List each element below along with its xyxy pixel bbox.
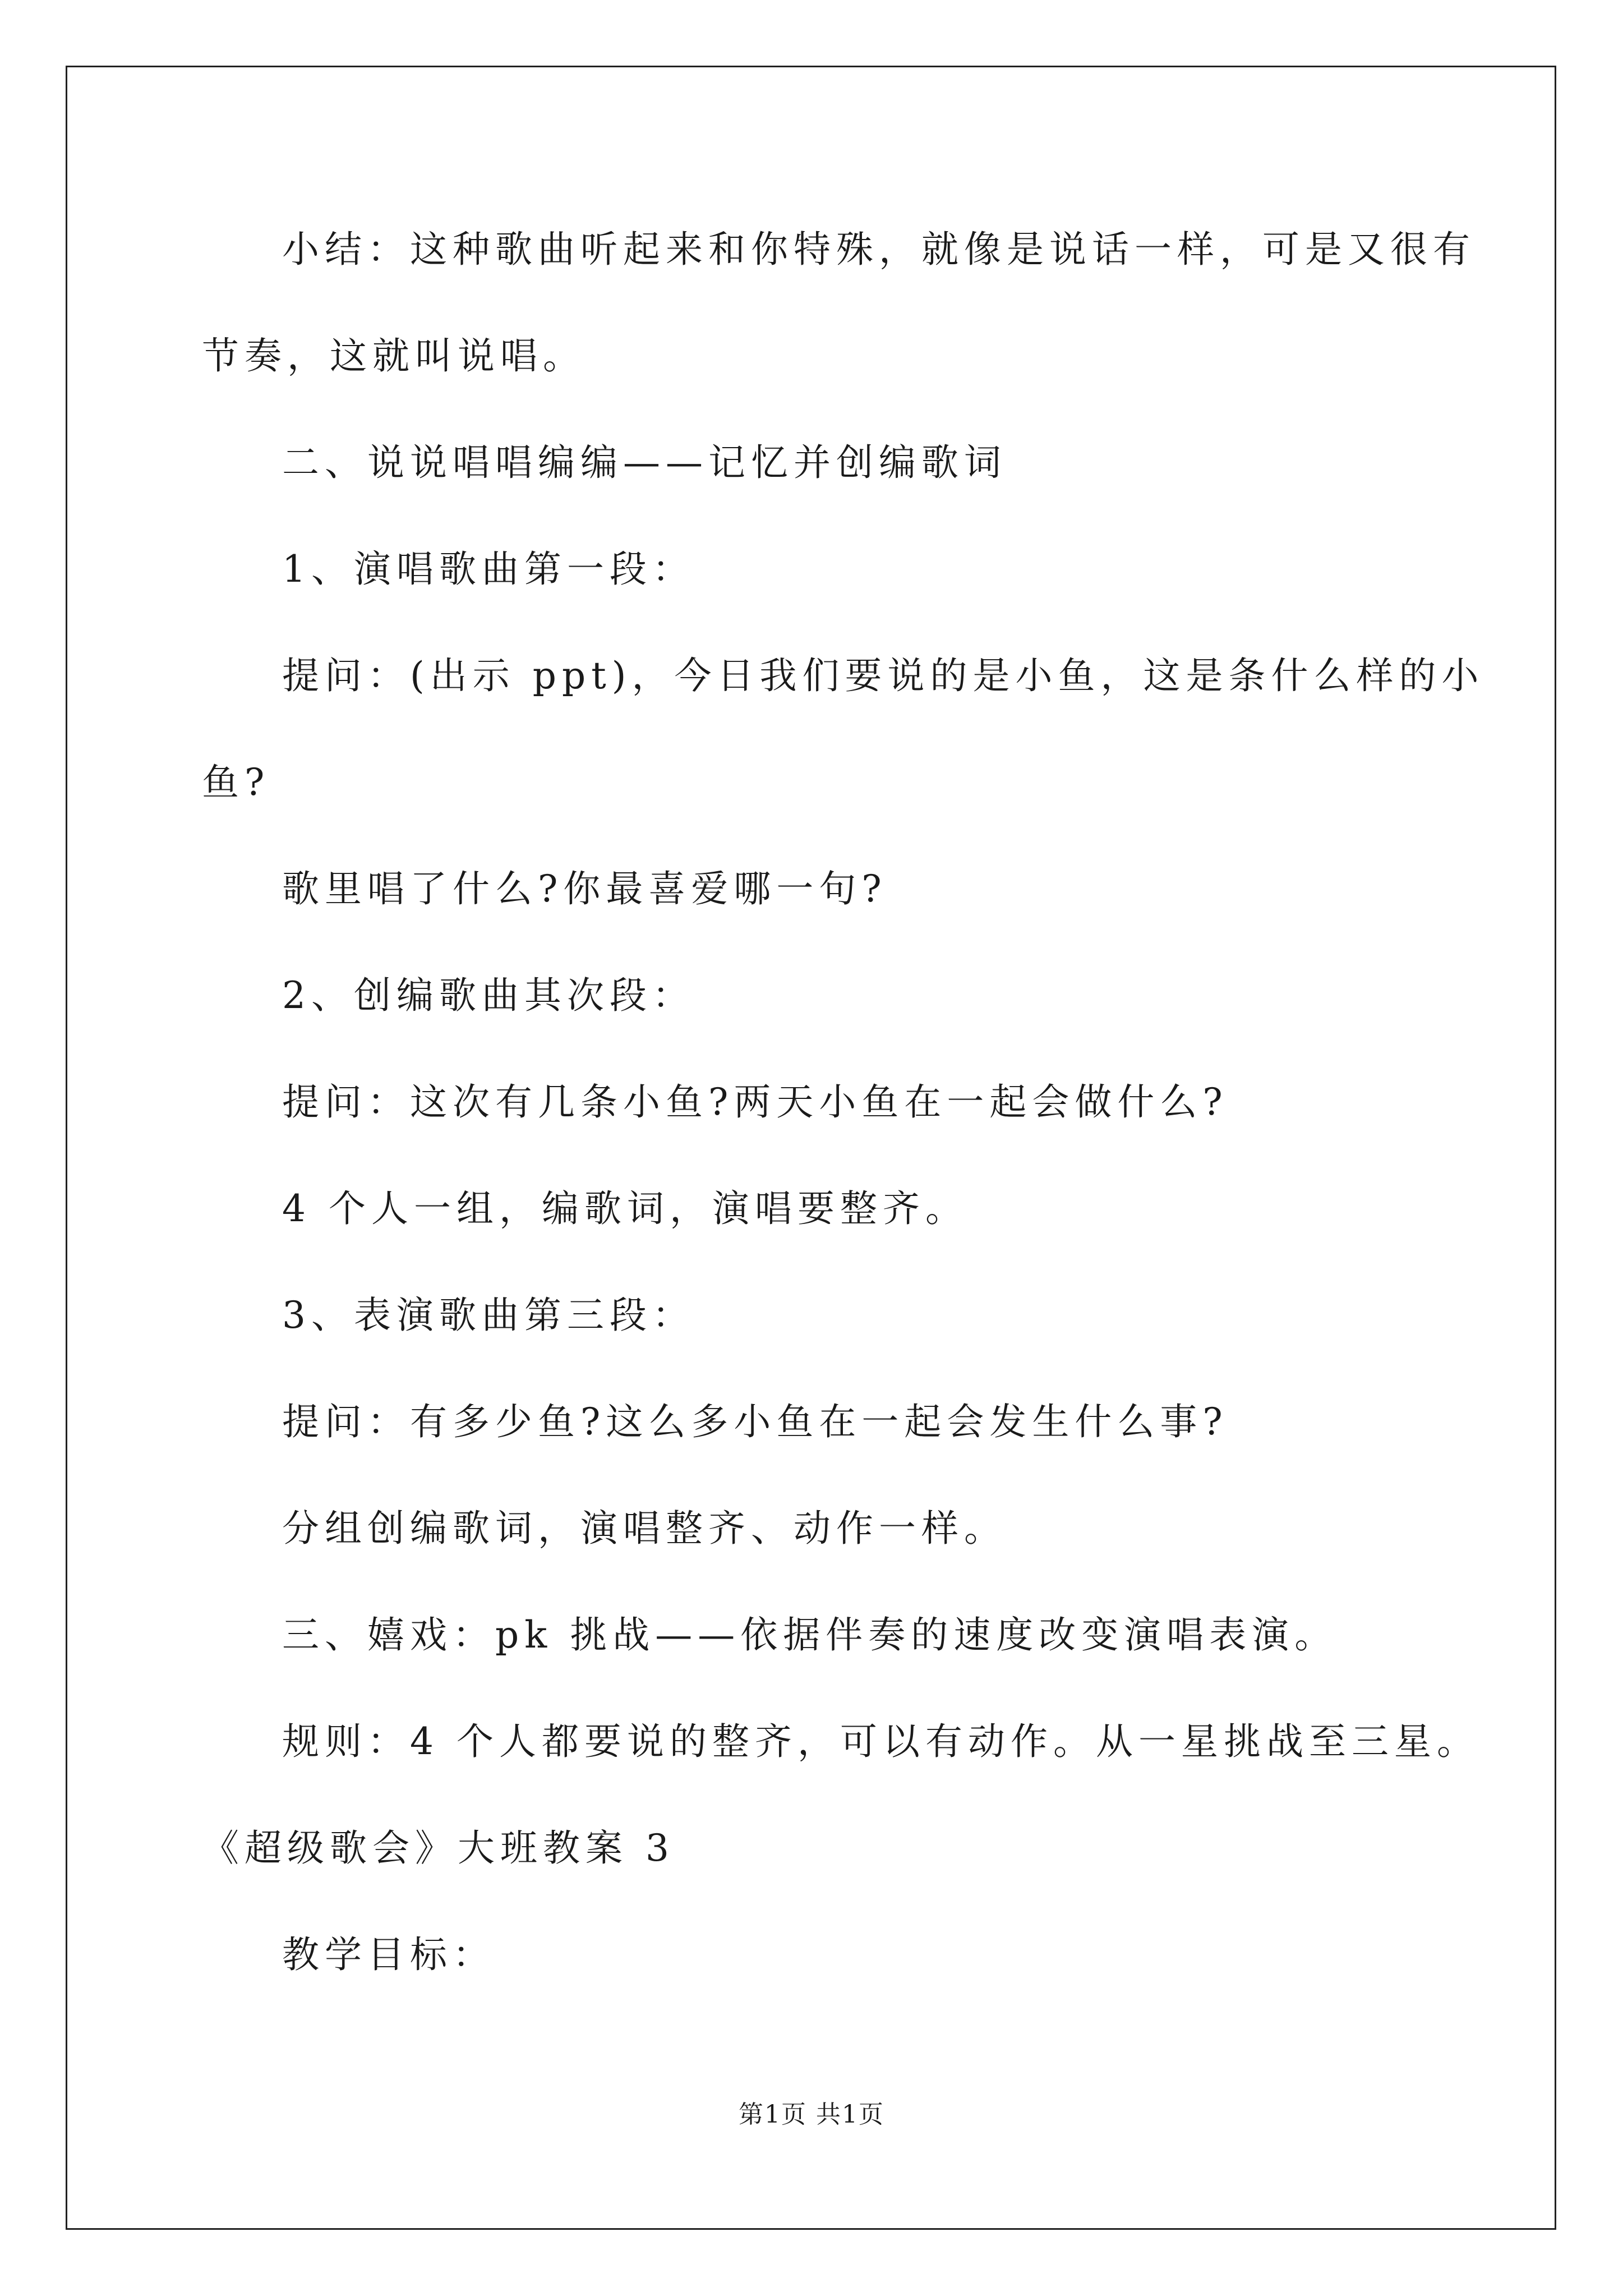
paragraph-line: 分组创编歌词，演唱整齐、动作一样。 xyxy=(282,1507,1007,1550)
paragraph-line: 歌里唱了什么?你最喜爱哪一句? xyxy=(282,867,887,910)
paragraph-line: 2、创编歌曲其次段： xyxy=(282,974,695,1017)
paragraph-line: 4 个人一组，编歌词，演唱要整齐。 xyxy=(282,1187,968,1230)
paragraph-line: 鱼? xyxy=(202,761,270,804)
section-heading: 三、嬉戏：pk 挑战——依据伴奏的速度改变演唱表演。 xyxy=(282,1613,1338,1657)
page-footer: 第1页 共1页 xyxy=(739,2100,884,2129)
paragraph-line: 小结：这种歌曲听起来和你特殊，就像是说话一样，可是又很有 xyxy=(282,228,1476,271)
paragraph-line: 提问：(出示 ppt)，今日我们要说的是小鱼，这是条什么样的小 xyxy=(282,654,1484,697)
paragraph-line: 1、演唱歌曲第一段： xyxy=(282,547,695,591)
section-heading: 二、说说唱唱编编——记忆并创编歌词 xyxy=(282,441,1007,484)
page-border xyxy=(66,66,1556,2230)
document-title: 《超级歌会》大班教案 3 xyxy=(202,1826,675,1870)
paragraph-line: 规则：4 个人都要说的整齐，可以有动作。从一星挑战至三星。 xyxy=(282,1720,1479,1763)
paragraph-line: 3、表演歌曲第三段： xyxy=(282,1294,695,1337)
paragraph-line: 教学目标： xyxy=(282,1933,495,1976)
paragraph-line: 提问：有多少鱼?这么多小鱼在一起会发生什么事? xyxy=(282,1400,1228,1443)
paragraph-line: 节奏，这就叫说唱。 xyxy=(202,334,585,378)
paragraph-line: 提问：这次有几条小鱼?两天小鱼在一起会做什么? xyxy=(282,1080,1228,1124)
